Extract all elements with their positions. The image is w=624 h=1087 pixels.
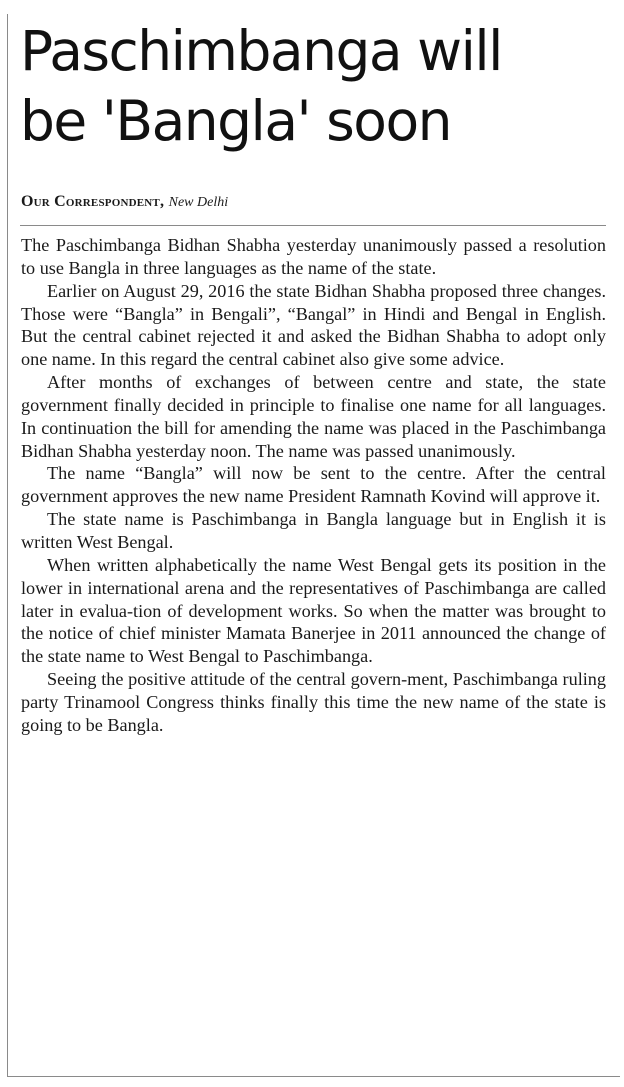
paragraph-4: The name “Bangla” will now be sent to the centre. After the central government approves the new name President Ramnath Kovind will approve it.	[21, 463, 606, 507]
paragraph-5: The state name is Paschimbanga in Bangla language but in English it is written West Bengal.	[21, 509, 606, 552]
paragraph-6: When written alphabetically the name West Bengal gets its position in the lower in international arena and the representatives of Paschimbanga are called later in evalua-tion of development works. So when the matter was brought to the notice of chief minister Mamata Banerjee in 2011 announced the change of the state name to West Bengal to Paschimbanga.	[21, 554, 606, 667]
headline	[20, 16, 620, 156]
headline-line-2: be 'Bangla' soon	[20, 89, 451, 153]
left-border-rule	[7, 14, 8, 1076]
bottom-border-rule	[7, 1076, 620, 1077]
byline	[21, 192, 228, 213]
paragraph-1: The Paschimbanga Bidhan Shabha yesterday unanimously passed a resolution to use Bangla in three languages as the name of the state.	[21, 235, 606, 278]
byline-divider	[20, 225, 606, 226]
paragraph-2: Earlier on August 29, 2016 the state Bidhan Shabha proposed three changes. Those were “Bangla” in Bengali”, “Bangal” in Hindi and Bengal in English. But the central cabinet rejected it and asked the Bidhan Shabha to adopt only one name. In this regard the central cabinet also give some advice.	[21, 280, 606, 370]
paragraph-7: Seeing the positive attitude of the central govern-ment, Paschimbanga ruling party Trinamool Congress thinks finally this time the new name of the state is going to be Bangla.	[21, 669, 606, 735]
byline-place: New Delhi	[168, 195, 229, 210]
paragraph-3: After months of exchanges of between centre and state, the state government finally decided in principle to finalise one name for all languages. In continuation the bill for amending the name was placed in the Paschimbanga Bidhan Shabha yesterday noon. The name was passed unanimously.	[21, 372, 606, 461]
byline-author: Our Correspondent,	[21, 193, 165, 210]
article-body	[21, 234, 606, 737]
headline-line-1: Paschimbanga will	[20, 19, 502, 83]
